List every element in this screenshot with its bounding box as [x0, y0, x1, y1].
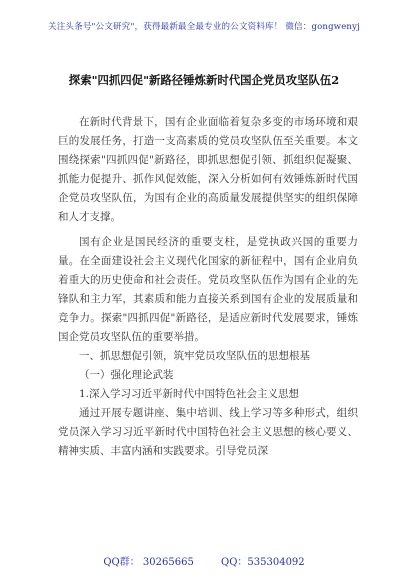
background-paragraph: 国有企业是国民经济的重要支柱，是党执政兴国的重要力量。在全面建设社会主义现代化国家的新征程中，国有企业肩负着重大的历史使命和社会责任。党员攻坚队伍作为国有企业的先锋队和主力军，其素质和能力直接关系到国有企业的发展质量和竞争力。探索"四抓四促"新路径，是适应新时代发展要求，锤炼国企党员攻坚队伍的重要举措。 [58, 236, 358, 343]
intro-paragraph: 在新时代背景下，国有企业面临着复杂多变的市场环境和艰巨的发展任务，打造一支高素质的党员攻坚队伍至关重要。本文围绕探索"四抓四促"新路径，即抓思想促引领、抓组织促凝聚、抓能力促提升、抓作风促效能，深入分析如何有效锤炼新时代国企党员攻坚队伍，为国有企业的高质量发展提供坚实的组织保障和人才支撑。 [58, 116, 358, 223]
subsection-heading: （一）强化理论武装 [79, 369, 174, 381]
footer-qq-group: QQ群： 30265665 [103, 557, 194, 568]
section-heading: 一、抓思想促引领，筑牢党员攻坚队伍的思想根基 [79, 350, 310, 362]
item-paragraph: 通过开展专题讲座、集中培训、线上学习等多种形式，组织党员深入学习习近平新时代中国特色社会主义思想的核心要义、精神实质、丰富内涵和实践要求。引导党员深 [58, 407, 358, 457]
footer-contact [0, 553, 408, 568]
document-body [58, 113, 358, 461]
footer-qq-number: QQ：535304092 [221, 557, 305, 568]
item-heading: 1.深入学习习近平新时代中国特色社会主义思想 [79, 388, 300, 400]
document-title: 探索"四抓四促"新路径锤炼新时代国企党员攻坚队伍2 [68, 73, 340, 87]
header-banner: 关注头条号"公文研究"，获得最新最全最专业的公文资料库！ 微信：gongwenyj [48, 22, 360, 32]
